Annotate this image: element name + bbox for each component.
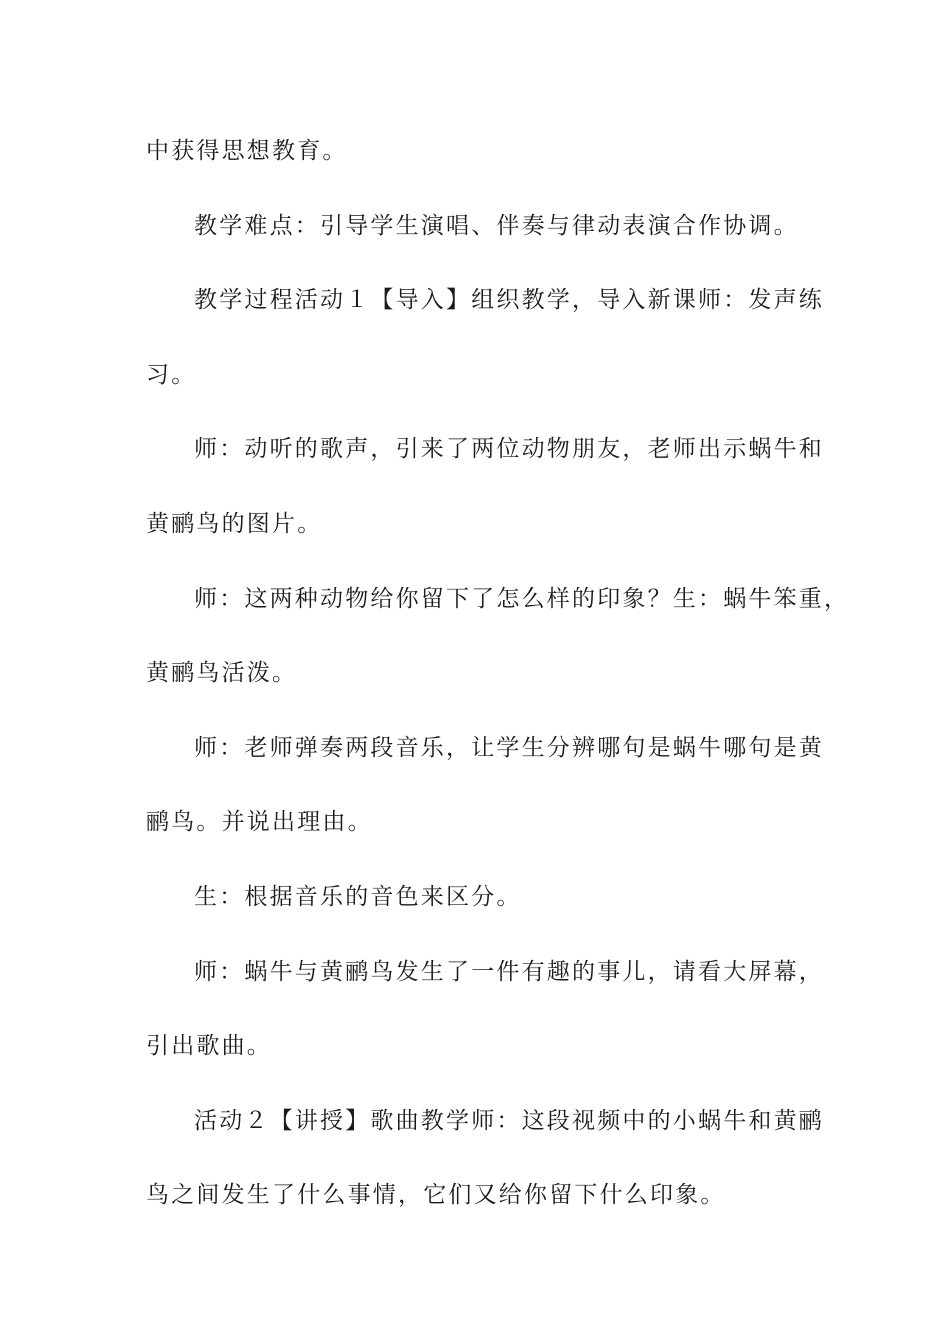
text-line: 习。: [146, 361, 197, 388]
text-line: 师：蜗牛与黄鹂鸟发生了一件有趣的事儿，请看大屏幕，: [194, 958, 824, 985]
text-line: 师：动听的歌声，引来了两位动物朋友，老师出示蜗牛和: [194, 436, 824, 463]
text-line: 教学过程活动１【导入】组织教学，导入新课师：发声练: [194, 287, 824, 314]
text-line: 黄鹂鸟活泼。: [146, 660, 298, 687]
text-line: 黄鹂鸟的图片。: [146, 510, 323, 537]
text-line: 鸟之间发生了什么事情，它们又给你留下什么印象。: [146, 1182, 726, 1209]
text-line: 师：老师弹奏两段音乐，让学生分辨哪句是蜗牛哪句是黄: [194, 734, 824, 761]
text-line: 活动２【讲授】歌曲教学师：这段视频中的小蜗牛和黄鹂: [194, 1107, 824, 1134]
text-line: 引出歌曲。: [146, 1033, 272, 1060]
text-line: 鹂鸟。并说出理由。: [146, 809, 373, 836]
text-line: 中获得思想教育。: [146, 138, 348, 164]
text-line: 生：根据音乐的音色来区分。: [194, 883, 522, 910]
text-line: 教学难点：引导学生演唱、伴奏与律动表演合作协调。: [194, 212, 799, 239]
text-line: 师：这两种动物给你留下了怎么样的印象？生：蜗牛笨重，: [194, 585, 850, 612]
document-body: [146, 128, 850, 1247]
